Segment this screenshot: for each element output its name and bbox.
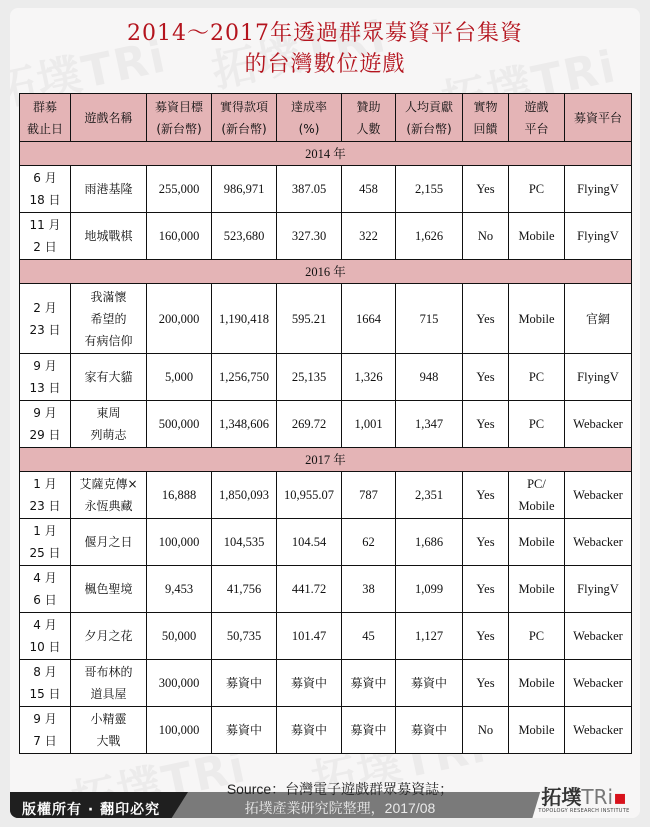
infographic-card [10, 8, 640, 818]
platform-cell [509, 166, 565, 213]
header-label: 實物 [473, 99, 498, 114]
year-section-row [20, 142, 632, 166]
platform-cell-line: Mobile [518, 499, 555, 513]
game-name-cell-line: 地城戰棋 [84, 229, 133, 243]
game-name-cell [71, 401, 147, 448]
logo-subtitle: TOPOLOGY RESEARCH INSTITUTE [538, 808, 630, 814]
header-label: 平台 [524, 121, 549, 136]
header-label: 募資平台 [573, 110, 622, 125]
backers-cell: 787 [342, 472, 396, 519]
platform-cell-line: Mobile [518, 311, 555, 326]
game-name-cell-line: 楓色聖境 [84, 582, 133, 596]
goal-cell: 200,000 [147, 284, 212, 354]
platform-cell-line: Mobile [518, 535, 555, 549]
deadline-cell [20, 519, 71, 566]
reward-cell: Yes [463, 401, 509, 448]
table-row [20, 401, 632, 448]
rate-cell: 募資中 [277, 660, 342, 707]
raised-cell: 41,756 [212, 566, 277, 613]
site-cell: FlyingV [565, 566, 632, 613]
reward-cell: Yes [463, 472, 509, 519]
header-label: 達成率 [290, 99, 327, 114]
platform-cell-line: Mobile [518, 723, 555, 737]
header-label: (%) [298, 121, 320, 136]
game-name-cell [71, 660, 147, 707]
game-name-cell [71, 613, 147, 660]
game-name-cell-line: 夕月之花 [84, 629, 133, 643]
rate-cell: 327.30 [277, 213, 342, 260]
logo-dot-icon: ▪ [613, 785, 627, 809]
year-section-row [20, 260, 632, 284]
site-cell: Webacker [565, 707, 632, 754]
title-line-2: 的台灣數位遊戲 [244, 52, 406, 77]
per-capita-cell: 2,155 [396, 166, 463, 213]
deadline-cell [20, 707, 71, 754]
goal-cell: 160,000 [147, 213, 212, 260]
per-capita-cell: 1,347 [396, 401, 463, 448]
deadline-cell-line: 15 日 [29, 687, 61, 701]
goal-cell: 50,000 [147, 613, 212, 660]
platform-cell [509, 707, 565, 754]
per-capita-cell: 2,351 [396, 472, 463, 519]
per-capita-cell: 948 [396, 354, 463, 401]
deadline-cell-line: 23 日 [29, 499, 61, 513]
deadline-cell-line: 8 月 [33, 665, 57, 679]
game-name-cell-line: 艾薩克傳× [79, 477, 138, 491]
deadline-cell-line: 2 月 [33, 300, 57, 315]
deadline-cell-line: 29 日 [29, 428, 61, 442]
deadline-cell [20, 401, 71, 448]
year-label: 2014 年 [20, 142, 632, 166]
game-name-cell [71, 213, 147, 260]
goal-cell: 300,000 [147, 660, 212, 707]
deadline-cell-line: 11 月 [29, 218, 61, 232]
deadline-cell-line: 25 日 [29, 546, 61, 560]
backers-cell: 322 [342, 213, 396, 260]
rate-cell: 595.21 [277, 284, 342, 354]
header-label: (新台幣) [406, 121, 452, 136]
deadline-cell-line: 7 日 [33, 734, 57, 748]
deadline-cell-line: 13 日 [29, 381, 61, 395]
raised-cell: 1,850,093 [212, 472, 277, 519]
platform-cell [509, 354, 565, 401]
backers-cell: 62 [342, 519, 396, 566]
table-row [20, 519, 632, 566]
goal-cell: 16,888 [147, 472, 212, 519]
reward-cell: No [463, 707, 509, 754]
raised-cell: 986,971 [212, 166, 277, 213]
rate-cell: 269.72 [277, 401, 342, 448]
platform-cell [509, 401, 565, 448]
deadline-cell-line: 23 日 [29, 322, 61, 337]
platform-cell [509, 472, 565, 519]
table-row [20, 213, 632, 260]
platform-cell [509, 566, 565, 613]
deadline-cell-line: 10 日 [29, 640, 61, 654]
platform-cell-line: PC [528, 182, 545, 196]
deadline-cell [20, 472, 71, 519]
game-name-cell-line: 哥布林的 [84, 665, 133, 679]
site-cell: FlyingV [565, 166, 632, 213]
game-name-cell [71, 284, 147, 354]
copyright-text: 版權所有 · 翻印必究 [22, 802, 161, 818]
header-label: 贊助 [356, 99, 381, 114]
deadline-cell [20, 566, 71, 613]
game-name-cell-line: 偃月之日 [84, 535, 133, 549]
column-header [509, 94, 565, 142]
game-name-cell-line: 列萌志 [90, 428, 127, 442]
table-row [20, 354, 632, 401]
platform-cell-line: PC [528, 629, 545, 643]
deadline-cell-line: 4 月 [33, 571, 57, 585]
game-name-cell [71, 566, 147, 613]
site-cell: 官網 [565, 284, 632, 354]
footer [10, 778, 640, 818]
table-row [20, 284, 632, 354]
header-label: 截止日 [26, 121, 63, 136]
backers-cell: 募資中 [342, 660, 396, 707]
game-name-cell [71, 707, 147, 754]
deadline-cell [20, 354, 71, 401]
game-name-cell [71, 354, 147, 401]
header-label: (新台幣) [221, 121, 267, 136]
per-capita-cell: 1,626 [396, 213, 463, 260]
deadline-cell-line: 9 月 [33, 712, 57, 726]
reward-cell: Yes [463, 566, 509, 613]
deadline-cell-line: 9 月 [33, 406, 57, 420]
raised-cell: 50,735 [212, 613, 277, 660]
header-label: 回饋 [473, 121, 498, 136]
column-header [20, 94, 71, 142]
header-label: (新台幣) [156, 121, 202, 136]
year-label: 2016 年 [20, 260, 632, 284]
header-label: 人數 [356, 121, 381, 136]
crowdfunding-table [19, 93, 632, 754]
header-label: 募資目標 [154, 99, 203, 114]
source-note [190, 780, 490, 818]
column-header [565, 94, 632, 142]
platform-cell [509, 213, 565, 260]
raised-cell: 1,190,418 [212, 284, 277, 354]
deadline-cell [20, 166, 71, 213]
game-name-cell-line: 永恆典藏 [84, 499, 133, 513]
backers-cell: 募資中 [342, 707, 396, 754]
source-line-1: Source：台灣電子遊戲群眾募資誌； [226, 781, 454, 797]
raised-cell: 523,680 [212, 213, 277, 260]
platform-cell [509, 284, 565, 354]
deadline-cell-line: 6 日 [33, 593, 57, 607]
table-row [20, 166, 632, 213]
table-row [20, 472, 632, 519]
site-cell: Webacker [565, 613, 632, 660]
goal-cell: 100,000 [147, 519, 212, 566]
table-row [20, 707, 632, 754]
reward-cell: Yes [463, 660, 509, 707]
tri-logo [538, 786, 630, 814]
goal-cell: 100,000 [147, 707, 212, 754]
rate-cell: 10,955.07 [277, 472, 342, 519]
header-label: 遊戲名稱 [84, 110, 133, 125]
deadline-cell-line: 6 月 [33, 171, 57, 185]
table-row [20, 613, 632, 660]
per-capita-cell: 715 [396, 284, 463, 354]
game-name-cell-line: 我滿懷 [90, 289, 127, 304]
game-name-cell-line: 東周 [96, 406, 121, 420]
platform-cell-line: PC [528, 417, 545, 431]
deadline-cell-line: 4 月 [33, 618, 57, 632]
game-name-cell-line: 大戰 [96, 734, 121, 748]
raised-cell: 募資中 [212, 707, 277, 754]
column-header [212, 94, 277, 142]
deadline-cell [20, 284, 71, 354]
table-header-row [20, 94, 632, 142]
reward-cell: Yes [463, 354, 509, 401]
deadline-cell-line: 18 日 [29, 193, 61, 207]
year-section-row [20, 448, 632, 472]
goal-cell: 500,000 [147, 401, 212, 448]
platform-cell-line: Mobile [518, 229, 555, 243]
reward-cell: Yes [463, 284, 509, 354]
deadline-cell-line: 1 月 [33, 524, 57, 538]
title-line-1: 2014～2017年透過群眾募資平台集資 [127, 21, 523, 46]
backers-cell: 458 [342, 166, 396, 213]
per-capita-cell: 募資中 [396, 707, 463, 754]
platform-cell-line: Mobile [518, 676, 555, 690]
game-name-cell-line: 道具屋 [90, 687, 127, 701]
raised-cell: 募資中 [212, 660, 277, 707]
deadline-cell-line: 1 月 [33, 477, 57, 491]
deadline-cell [20, 213, 71, 260]
rate-cell: 387.05 [277, 166, 342, 213]
platform-cell [509, 613, 565, 660]
backers-cell: 1,001 [342, 401, 396, 448]
reward-cell: Yes [463, 613, 509, 660]
game-name-cell [71, 472, 147, 519]
site-cell: FlyingV [565, 354, 632, 401]
game-name-cell [71, 166, 147, 213]
reward-cell: No [463, 213, 509, 260]
year-label: 2017 年 [20, 448, 632, 472]
column-header [147, 94, 212, 142]
reward-cell: Yes [463, 166, 509, 213]
rate-cell: 募資中 [277, 707, 342, 754]
goal-cell: 5,000 [147, 354, 212, 401]
header-label: 人均貢獻 [404, 99, 453, 114]
per-capita-cell: 1,099 [396, 566, 463, 613]
source-line-2: 拓墣產業研究院整理，2017/08 [244, 800, 436, 816]
backers-cell: 1664 [342, 284, 396, 354]
site-cell: Webacker [565, 519, 632, 566]
column-header [342, 94, 396, 142]
table-row [20, 566, 632, 613]
game-name-cell-line: 有病信仰 [84, 333, 133, 348]
deadline-cell-line: 9 月 [33, 359, 57, 373]
site-cell: Webacker [565, 660, 632, 707]
deadline-cell-line: 2 日 [33, 240, 57, 254]
per-capita-cell: 1,127 [396, 613, 463, 660]
site-cell: FlyingV [565, 213, 632, 260]
platform-cell [509, 660, 565, 707]
rate-cell: 441.72 [277, 566, 342, 613]
backers-cell: 1,326 [342, 354, 396, 401]
logo-i: i [607, 785, 614, 809]
column-header [71, 94, 147, 142]
logo-cjk: 拓墣 [541, 785, 582, 809]
platform-cell-line: PC [528, 370, 545, 384]
game-name-cell-line: 希望的 [90, 311, 127, 326]
raised-cell: 104,535 [212, 519, 277, 566]
reward-cell: Yes [463, 519, 509, 566]
header-label: 遊戲 [524, 99, 549, 114]
site-cell: Webacker [565, 472, 632, 519]
platform-cell-line: Mobile [518, 582, 555, 596]
page-title [10, 18, 640, 80]
logo-latin: TR [581, 785, 608, 809]
rate-cell: 101.47 [277, 613, 342, 660]
column-header [463, 94, 509, 142]
per-capita-cell: 募資中 [396, 660, 463, 707]
platform-cell [509, 519, 565, 566]
per-capita-cell: 1,686 [396, 519, 463, 566]
platform-cell-line: PC/ [527, 477, 546, 491]
header-label: 實得款項 [219, 99, 268, 114]
goal-cell: 9,453 [147, 566, 212, 613]
raised-cell: 1,256,750 [212, 354, 277, 401]
rate-cell: 25,135 [277, 354, 342, 401]
game-name-cell-line: 小精靈 [90, 712, 127, 726]
table-row [20, 660, 632, 707]
game-name-cell [71, 519, 147, 566]
deadline-cell [20, 660, 71, 707]
column-header [277, 94, 342, 142]
goal-cell: 255,000 [147, 166, 212, 213]
backers-cell: 38 [342, 566, 396, 613]
backers-cell: 45 [342, 613, 396, 660]
rate-cell: 104.54 [277, 519, 342, 566]
game-name-cell-line: 家有大貓 [84, 370, 133, 384]
deadline-cell [20, 613, 71, 660]
game-name-cell-line: 雨港基隆 [84, 182, 133, 196]
site-cell: Webacker [565, 401, 632, 448]
column-header [396, 94, 463, 142]
raised-cell: 1,348,606 [212, 401, 277, 448]
header-label: 群募 [32, 99, 57, 114]
